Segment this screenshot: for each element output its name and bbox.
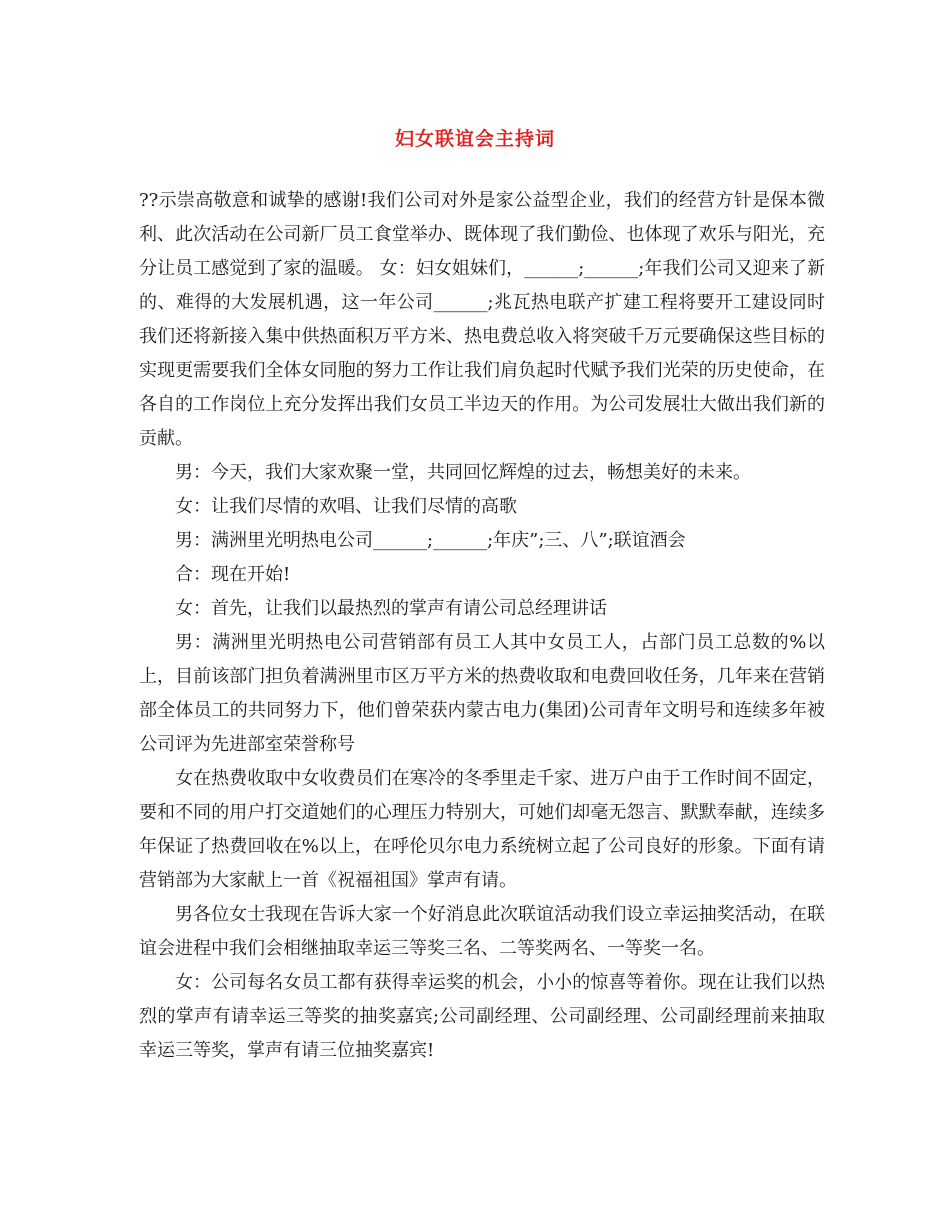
paragraph-opening: ??示崇高敬意和诚挚的感谢!我们公司对外是家公益型企业，我们的经营方针是保本微利、此次活动在公司新厂员工食堂举办、既体现了我们勤俭、也体现了欢乐与阳光，充分让员工感觉到了家的温暖。 女：妇女姐妹们，______;______;年我们公司又迎来了新的、难得的大发展机遇，这一年公司______;兆瓦热电联产扩建工程将要开工建设同时我们还将新接入集中供热面积万平方米、热电费总收入将突破千万元要确保这些目标的实现更需要我们全体女同胞的努力工作让我们肩负起时代赋予我们光荣的历史使命，在各自的工作岗位上充分发挥出我们女员工半边天的作用。为公司发展壮大做出我们新的贡献。	[139, 190, 825, 449]
paragraph-female-collectors: 女在热费收取中女收费员们在寒冷的冬季里走千家、进万户由于工作时间不固定，要和不同的用户打交道她们的心理压力特别大，可她们却毫无怨言、默默奉献，连续多年保证了热费回收在%以上，在呼伦贝尔电力系统树立起了公司良好的形象。下面有请营销部为大家献上一首《祝福祖国》掌声有请。	[139, 768, 825, 891]
paragraph-together-start: 合：现在开始!	[175, 564, 291, 585]
paragraph-female-third-prize: 女：公司每名女员工都有获得幸运奖的机会，小小的惊喜等着你。现在让我们以热烈的掌声有请幸运三等奖的抽奖嘉宾;公司副经理、公司副经理、公司副经理前来抽取幸运三等奖，掌声有请三位抽奖嘉宾!	[139, 972, 825, 1061]
paragraph-male-marketing-dept: 男：满洲里光明热电公司营销部有员工人其中女员工人，占部门员工总数的%以上，目前该部门担负着满洲里市区万平方米的热费收取和电费回收任务，几年来在营销部全体员工的共同努力下，他们曾荣获内蒙古电力(集团)公司青年文明号和连续多年被公司评为先进部室荣誉称号	[139, 632, 825, 755]
document-title: 妇女联谊会主持词	[394, 128, 555, 150]
document-body	[139, 184, 825, 1068]
paragraph-female-manager-speech: 女：首先，让我们以最热烈的掌声有请公司总经理讲话	[175, 598, 607, 619]
paragraph-male-lottery: 男各位女士我现在告诉大家一个好消息此次联谊活动我们设立幸运抽奖活动，在联谊会进程中我们会相继抽取幸运三等奖三名、二等奖两名、一等奖一名。	[139, 904, 825, 959]
paragraph-male-greeting: 男：今天，我们大家欢聚一堂，共同回忆辉煌的过去，畅想美好的未来。	[175, 462, 751, 483]
paragraph-male-event-name: 男：满洲里光明热电公司______;______;年庆”;三、八”;联谊酒会	[175, 530, 686, 551]
paragraph-female-sing: 女：让我们尽情的欢唱、让我们尽情的高歌	[175, 496, 517, 517]
